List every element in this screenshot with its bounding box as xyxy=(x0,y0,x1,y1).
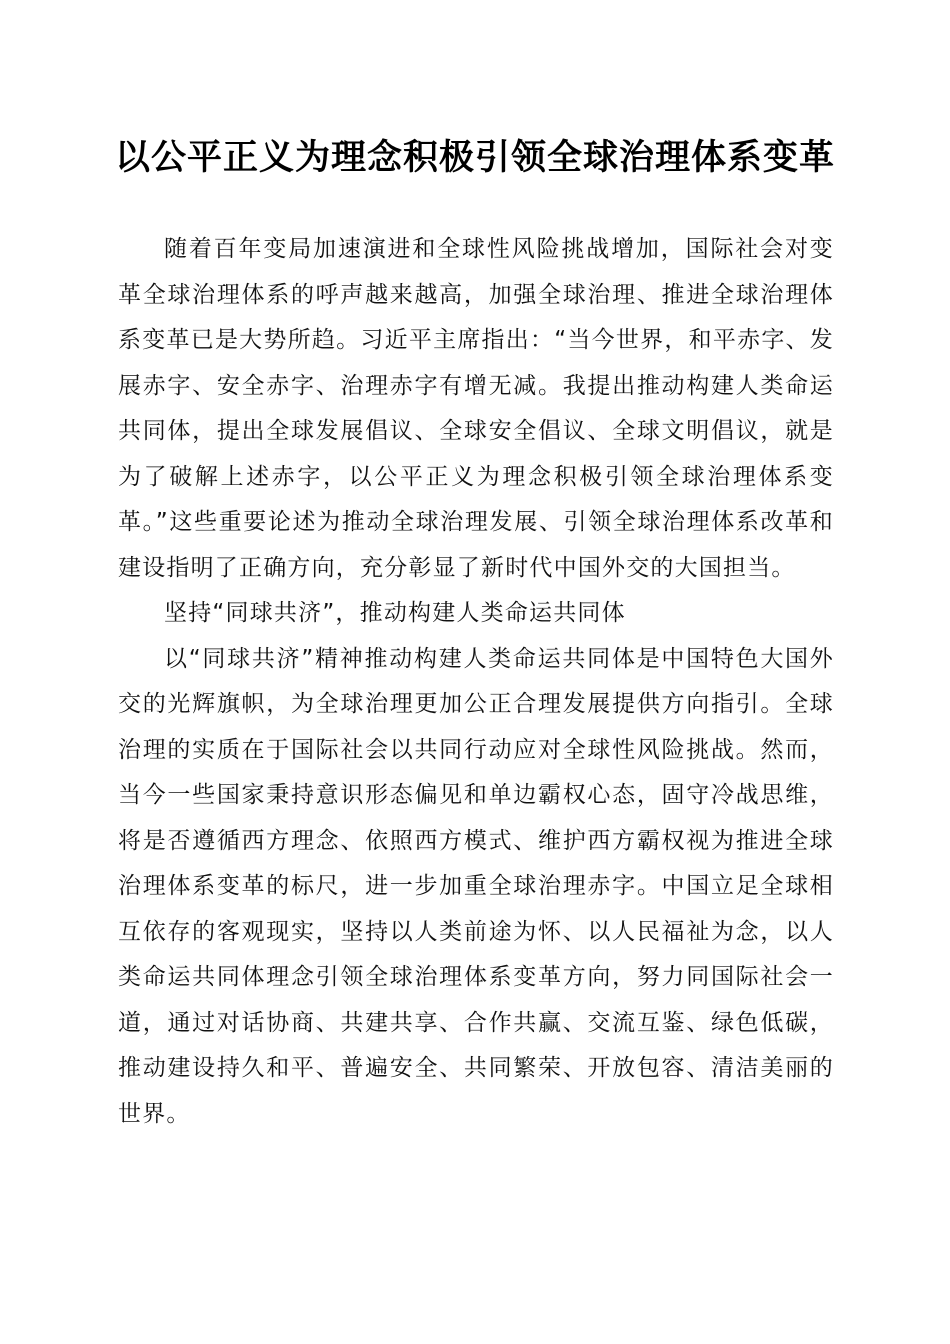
section-heading: 坚持“同球共济”，推动构建人类命运共同体 xyxy=(164,600,626,626)
section-paragraph: 以“同球共济”精神推动构建人类命运共同体是中国特色大国外交的光辉旗帜，为全球治理更加公正合理发展提供方向指引。全球治理的实质在于国际社会以共同行动应对全球性风险挑战。然而，当今一些国家秉持意识形态偏见和单边霸权心态，固守冷战思维，将是否遵循西方理念、依照西方模式、维护西方霸权视为推进全球治理体系变革的标尺，进一步加重全球治理赤字。中国立足全球相互依存的客观现实，坚持以人类前途为怀、以人民福祉为念，以人类命运共同体理念引领全球治理体系变革方向，努力同国际社会一道，通过对话协商、共建共享、合作共赢、交流互鉴、绿色低碳，推动建设持久和平、普遍安全、共同繁荣、开放包容、清洁美丽的世界。 xyxy=(118,645,834,1127)
document-body xyxy=(118,227,834,1137)
intro-paragraph: 随着百年变局加速演进和全球性风险挑战增加，国际社会对变革全球治理体系的呼声越来越高，加强全球治理、推进全球治理体系变革已是大势所趋。习近平主席指出：“当今世界，和平赤字、发展赤字、安全赤字、治理赤字有增无减。我提出推动构建人类命运共同体，提出全球发展倡议、全球安全倡议、全球文明倡议，就是为了破解上述赤字，以公平正义为理念积极引领全球治理体系变革。”这些重要论述为推动全球治理发展、引领全球治理体系改革和建设指明了正确方向，充分彰显了新时代中国外交的大国担当。 xyxy=(118,236,834,581)
document-title: 以公平正义为理念积极引领全球治理体系变革 xyxy=(114,137,835,178)
